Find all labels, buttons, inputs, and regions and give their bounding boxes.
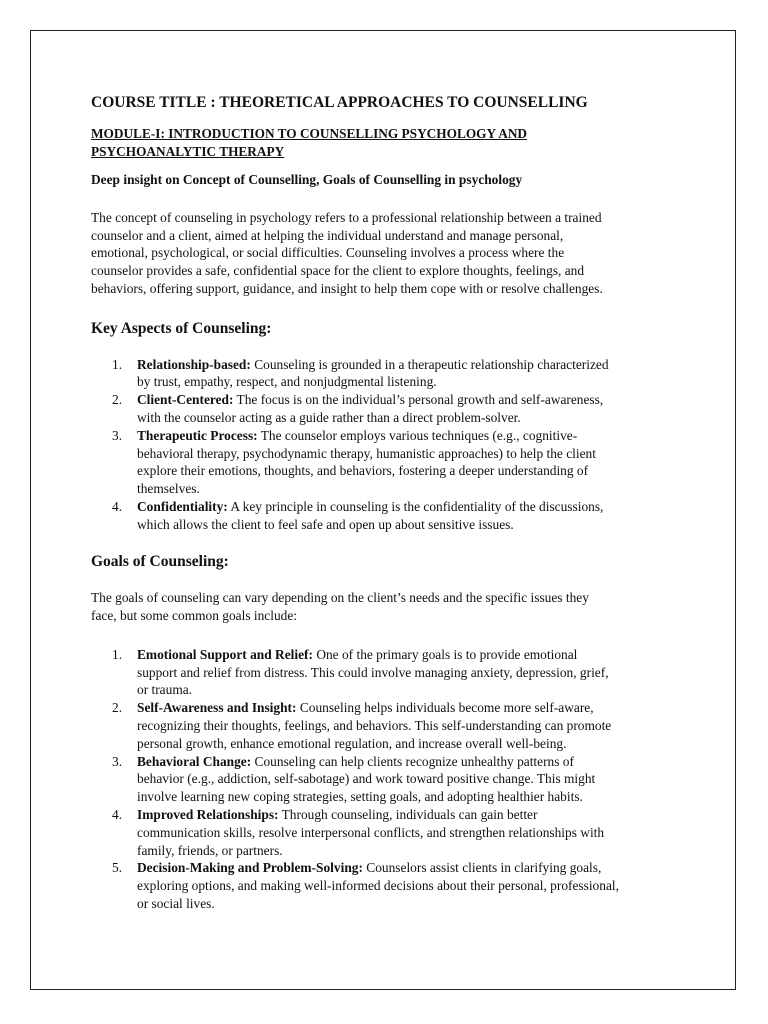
list-item [91, 498, 691, 534]
goals-intro-paragraph [91, 589, 691, 624]
list-item-number: 4. [112, 498, 123, 514]
paragraph-line: face, but some common goals include: [91, 608, 298, 624]
list-item-line [137, 646, 691, 664]
list-item-term: Improved Relationships: [137, 807, 279, 823]
list-item-line [137, 859, 691, 877]
paragraph-line: behaviors, offering support, guidance, and insight to help them cope with or resolve challenges. [91, 280, 603, 296]
list-item-line: with the counselor acting as a guide rather than a direct problem-solver. [137, 409, 521, 425]
paragraph-line: counselor and a client, aimed at helping the individual understand and manage personal, [91, 227, 564, 243]
list-item [91, 646, 691, 699]
list-item-term: Behavioral Change: [137, 753, 252, 769]
list-item-line: family, friends, or partners. [137, 842, 283, 858]
list-item-text: One of the primary goals is to provide emotional [312, 646, 578, 662]
list-item-line: support and relief from distress. This could involve managing anxiety, depression, grief, [137, 664, 609, 680]
key-aspects-list [91, 356, 691, 534]
list-item [91, 699, 691, 752]
list-item-line: themselves. [137, 481, 200, 497]
list-item-line: communication skills, resolve interpersonal conflicts, and strengthen relationships with [137, 824, 605, 840]
list-item-text: Counselors assist clients in clarifying goals, [362, 860, 602, 876]
goals-heading: Goals of Counseling: [91, 553, 229, 571]
module-heading [91, 125, 691, 161]
list-item-line [137, 498, 691, 516]
list-item-line: personal growth, enhance emotional regulation, and increase overall well-being. [137, 735, 567, 751]
paragraph-line: counselor provides a safe, confidential space for the client to explore thoughts, feelings, and [91, 263, 585, 279]
list-item-line: behavior (e.g., addiction, self-sabotage) and work toward positive change. This might [137, 771, 596, 787]
list-item-line: involve learning new coping strategies, setting goals, and adopting healthier habits. [137, 789, 583, 805]
list-item-line: or social lives. [137, 896, 215, 912]
list-item-term: Confidentiality: [137, 498, 228, 514]
list-item-line [137, 753, 691, 771]
list-item [91, 753, 691, 806]
paragraph-line: The concept of counseling in psychology refers to a professional relationship between a trained [91, 210, 602, 225]
document-content [91, 93, 691, 932]
list-item-line: recognizing their thoughts, feelings, and behaviors. This self-understanding can promote [137, 718, 612, 734]
list-item-line [137, 699, 691, 717]
list-item-term: Therapeutic Process: [137, 427, 258, 443]
list-item-number: 3. [112, 427, 123, 443]
list-item-line: exploring options, and making well-informed decisions about their personal, professional, [137, 878, 619, 894]
module-heading-line-1: MODULE-I: INTRODUCTION TO COUNSELLING PSYCHOLOGY AND [91, 126, 528, 141]
module-heading-line-2: PSYCHOANALYTIC THERAPY [91, 144, 285, 159]
list-item-number: 1. [112, 646, 123, 662]
list-item-line [137, 806, 691, 824]
paragraph-line: emotional, psychological, or social difficulties. Counseling involves a process where the [91, 245, 565, 261]
list-item-text: The focus is on the individual’s personal growth and self-awareness, [233, 392, 604, 408]
list-item-term: Decision-Making and Problem-Solving: [137, 860, 363, 876]
list-item [91, 356, 691, 392]
list-item-term: Client-Centered: [137, 392, 234, 408]
intro-paragraph [91, 209, 691, 298]
list-item-text: Counseling can help clients recognize unhealthy patterns of [251, 753, 574, 769]
list-item-text: Counseling is grounded in a therapeutic relationship characterized [250, 356, 609, 372]
list-item-text: The counselor employs various techniques (e.g., cognitive- [257, 427, 578, 443]
list-item-line: which allows the client to feel safe and open up about sensitive issues. [137, 516, 514, 532]
course-title: COURSE TITLE : THEORETICAL APPROACHES TO COUNSELLING [91, 94, 588, 111]
list-item-term: Self-Awareness and Insight: [137, 700, 297, 716]
list-item-line: behavioral therapy, psychodynamic therapy, humanistic approaches) to help the client [137, 445, 596, 461]
list-item-line [137, 427, 691, 445]
document-page [30, 30, 736, 990]
list-item-number: 1. [112, 356, 123, 372]
paragraph-line: The goals of counseling can vary depending on the client’s needs and the specific issues they [91, 590, 589, 606]
list-item [91, 427, 691, 498]
section-subheading: Deep insight on Concept of Counselling, Goals of Counselling in psychology [91, 172, 523, 187]
list-item-line: explore their emotions, thoughts, and behaviors, fostering a deeper understanding of [137, 463, 589, 479]
list-item-line [137, 391, 691, 409]
list-item [91, 391, 691, 427]
list-item-term: Relationship-based: [137, 356, 251, 372]
list-item [91, 859, 691, 912]
key-aspects-heading: Key Aspects of Counseling: [91, 319, 272, 337]
goals-list [91, 646, 691, 913]
list-item-text: A key principle in counseling is the confidentiality of the discussions, [227, 498, 604, 514]
list-item-line: by trust, empathy, respect, and nonjudgmental listening. [137, 374, 437, 390]
list-item-text: Through counseling, individuals can gain better [278, 807, 538, 823]
list-item-line [137, 356, 691, 374]
list-item-term: Emotional Support and Relief: [137, 646, 313, 662]
list-item-number: 2. [112, 700, 123, 716]
list-item-number: 5. [112, 860, 123, 876]
list-item-line: or trauma. [137, 682, 193, 698]
list-item-text: Counseling helps individuals become more self-aware, [296, 700, 594, 716]
list-item-number: 4. [112, 807, 123, 823]
list-item-number: 2. [112, 392, 123, 408]
list-item [91, 806, 691, 859]
list-item-number: 3. [112, 753, 123, 769]
